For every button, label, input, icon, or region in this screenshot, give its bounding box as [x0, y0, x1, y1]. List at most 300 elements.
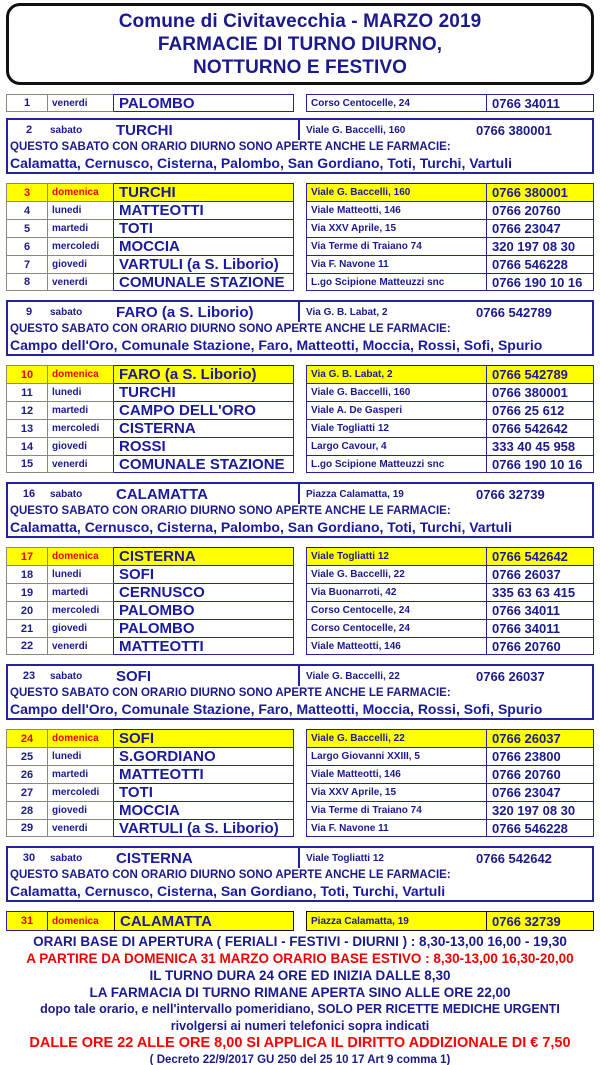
- row-weekday: sabato: [50, 124, 83, 136]
- row-pharmacy-name: [114, 455, 294, 473]
- row-phone-text: 0766 34011: [492, 603, 560, 618]
- saturday-note: QUESTO SABATO CON ORARIO DIURNO SONO APERTE ANCHE LE FARMACIE:: [10, 869, 451, 881]
- row-pharmacy-name-text: PALOMBO: [119, 602, 195, 619]
- row-weekday-text: martedi: [52, 587, 89, 598]
- row-phone: [486, 383, 594, 401]
- row-day-number: [6, 365, 48, 383]
- saturday-block: [6, 846, 594, 902]
- row-day-number-text: 22: [20, 640, 34, 652]
- row-address: Piazza Calamatta, 19: [306, 488, 404, 500]
- final-day-row: [6, 911, 594, 931]
- column-gap: [294, 583, 306, 601]
- saturday-open-pharmacies-list: Calamatta, Cernusco, Cisterna, Palombo, San Gordiano, Toti, Turchi, Vartuli: [10, 519, 513, 535]
- table-row: [6, 783, 594, 801]
- row-pharmacy-name: [114, 637, 294, 655]
- row-pharmacy-name-text: FARO (a S. Liborio): [119, 366, 257, 383]
- saturday-header-row: [8, 302, 592, 322]
- saturday-note: QUESTO SABATO CON ORARIO DIURNO SONO APERTE ANCHE LE FARMACIE:: [10, 323, 451, 335]
- row-day-number: [6, 273, 48, 291]
- row-address: [306, 801, 486, 819]
- row-phone: [486, 201, 594, 219]
- block-spacer: [0, 356, 600, 365]
- row-address-text: Corso Centocelle, 24: [311, 623, 410, 634]
- row-weekday: [48, 183, 114, 201]
- column-gap: [294, 201, 306, 219]
- row-day-number: [6, 94, 48, 112]
- row-day-number-text: 29: [20, 822, 34, 834]
- row-weekday-text: mercoledi: [52, 423, 100, 434]
- row-pharmacy-name: FARO (a S. Liborio): [116, 303, 254, 321]
- row-phone: [486, 255, 594, 273]
- saturday-open-pharmacies-list: Campo dell'Oro, Comunale Stazione, Faro, Matteotti, Moccia, Rossi, Sofi, Spurio: [10, 701, 543, 717]
- row-phone-text: 0766 34011: [492, 621, 560, 636]
- row-address: [306, 219, 486, 237]
- row-address: Via G. B. Labat, 2: [306, 306, 388, 318]
- row-pharmacy-name-text: MOCCIA: [119, 238, 180, 255]
- column-gap: [294, 747, 306, 765]
- row-address-text: Viale Matteotti, 146: [311, 769, 401, 780]
- table-row: [6, 801, 594, 819]
- row-phone-text: 0766 26037: [492, 567, 561, 582]
- row-pharmacy-name: [114, 219, 294, 237]
- block-spacer: [0, 655, 600, 664]
- column-gap: [294, 237, 306, 255]
- row-weekday: [48, 547, 114, 565]
- row-weekday: [48, 94, 114, 112]
- row-weekday: [48, 219, 114, 237]
- row-day-number: 30: [22, 852, 36, 864]
- row-weekday: [48, 801, 114, 819]
- row-pharmacy-name-text: CISTERNA: [119, 548, 196, 565]
- row-weekday-text: giovedi: [52, 441, 88, 452]
- row-phone-text: 0766 542642: [492, 421, 568, 436]
- saturday-block: [6, 482, 594, 538]
- row-phone: [486, 747, 594, 765]
- row-weekday-text: mercoledi: [52, 241, 100, 252]
- row-address-text: Via Buonarroti, 42: [311, 587, 397, 598]
- column-gap: [294, 437, 306, 455]
- row-phone: [486, 455, 594, 473]
- row-day-number-text: 8: [23, 276, 31, 288]
- row-phone: [486, 183, 594, 201]
- table-row: [6, 437, 594, 455]
- row-day-number: 9: [25, 306, 33, 318]
- row-day-number-text: 5: [23, 222, 31, 235]
- row-weekday-text: domenica: [52, 187, 99, 198]
- row-pharmacy-name: TURCHI: [116, 121, 173, 139]
- row-phone: 0766 32739: [476, 486, 545, 502]
- table-row: [6, 401, 594, 419]
- row-address: [306, 183, 486, 201]
- row-phone: [486, 783, 594, 801]
- row-phone: [486, 801, 594, 819]
- row-day-number-text: 20: [20, 604, 34, 617]
- column-gap: [294, 455, 306, 473]
- column-gap: [294, 383, 306, 401]
- row-address-text: Viale Matteotti, 146: [311, 640, 401, 652]
- row-address-text: Viale G. Baccelli, 160: [311, 387, 411, 398]
- footer-line-2: A PARTIRE DA DOMENICA 31 MARZO ORARIO BASE ESTIVO : 8,30-13,00 16,30-20,00: [26, 951, 574, 966]
- block-spacer: [0, 174, 600, 183]
- row-address: [306, 637, 486, 655]
- table-row: [6, 94, 594, 112]
- row-day-number: [6, 747, 48, 765]
- saturday-block: [6, 300, 594, 356]
- row-pharmacy-name: [114, 94, 294, 112]
- row-pharmacy-name: [114, 419, 294, 437]
- row-phone: [486, 401, 594, 419]
- row-pharmacy-name: [114, 255, 294, 273]
- row-pharmacy-name-text: MATTEOTTI: [119, 637, 204, 655]
- row-phone-text: 0766 20760: [492, 638, 561, 654]
- row-phone: [486, 765, 594, 783]
- column-gap: [294, 547, 306, 565]
- row-pharmacy-name-text: S.GORDIANO: [119, 748, 216, 765]
- row-pharmacy-name: [114, 565, 294, 583]
- row-pharmacy-name-text: CAMPO DELL'ORO: [119, 402, 256, 419]
- row-day-number-text: 13: [20, 422, 34, 435]
- row-pharmacy-name-text: PALOMBO: [119, 620, 195, 637]
- row-day-number-text: 27: [20, 786, 34, 799]
- row-pharmacy-name-text: ROSSI: [119, 438, 166, 455]
- row-address: [306, 401, 486, 419]
- row-day-number-text: 25: [20, 750, 34, 763]
- row-weekday: [48, 437, 114, 455]
- footer-notes: [0, 931, 600, 1065]
- row-address: [306, 783, 486, 801]
- row-pharmacy-name-text: TOTI: [119, 784, 153, 801]
- row-address: [306, 583, 486, 601]
- row-pharmacy-name-text: TOTI: [119, 220, 153, 237]
- row-weekday: [48, 419, 114, 437]
- row-phone-text: 0766 546228: [492, 820, 568, 836]
- column-gap: [294, 565, 306, 583]
- row-phone: [486, 565, 594, 583]
- row-weekday: [48, 619, 114, 637]
- row-day-number-text: 3: [23, 186, 31, 199]
- row-day-number: [6, 601, 48, 619]
- saturday-open-pharmacies-list: Calamatta, Cernusco, Cisterna, Palombo, San Gordiano, Toti, Turchi, Vartuli: [10, 155, 513, 171]
- table-row: [6, 237, 594, 255]
- row-day-number-text: 4: [23, 204, 31, 217]
- row-phone: [486, 583, 594, 601]
- table-row: [6, 183, 594, 201]
- row-address-text: Viale G. Baccelli, 22: [311, 733, 405, 744]
- row-weekday-text: venerdi: [52, 458, 88, 470]
- row-address-text: Largo Cavour, 4: [311, 441, 387, 452]
- row-phone-text: 0766 23047: [492, 785, 561, 800]
- table-row: [6, 419, 594, 437]
- row-phone: [486, 911, 594, 931]
- column-gap: [294, 619, 306, 637]
- row-day-number: 23: [22, 670, 36, 682]
- row-pharmacy-name: [114, 747, 294, 765]
- page-title-line-3: NOTTURNO E FESTIVO: [193, 56, 407, 78]
- row-weekday: [48, 583, 114, 601]
- row-address: [306, 455, 486, 473]
- row-weekday: [48, 201, 114, 219]
- row-phone-text: 0766 380001: [492, 185, 568, 200]
- table-row: [6, 747, 594, 765]
- row-pharmacy-name-text: CERNUSCO: [119, 584, 205, 601]
- row-address-text: Viale Matteotti, 146: [311, 205, 401, 216]
- row-phone-text: 0766 20760: [492, 203, 561, 218]
- row-phone-text: 0766 25 612: [492, 403, 565, 418]
- row-weekday-text: domenica: [52, 369, 99, 380]
- row-address-text: Via G. B. Labat, 2: [311, 369, 393, 380]
- row-day-number-text: 1: [23, 97, 31, 109]
- saturday-note: QUESTO SABATO CON ORARIO DIURNO SONO APERTE ANCHE LE FARMACIE:: [10, 505, 451, 517]
- row-weekday: [48, 819, 114, 837]
- row-address: [306, 237, 486, 255]
- row-day-number: [6, 219, 48, 237]
- block-spacer: [0, 837, 600, 846]
- block-spacer: [0, 473, 600, 482]
- row-pharmacy-name: [114, 201, 294, 219]
- row-address: [306, 819, 486, 837]
- title-table-spacer: [0, 85, 600, 94]
- row-pharmacy-name: SOFI: [116, 667, 152, 685]
- row-pharmacy-name-text: MATTEOTTI: [119, 202, 204, 219]
- row-day-number: [6, 183, 48, 201]
- column-gap: [294, 765, 306, 783]
- row-phone: [486, 419, 594, 437]
- row-pharmacy-name: CISTERNA: [116, 849, 193, 867]
- row-address: [306, 273, 486, 291]
- row-address-text: L.go Scipione Matteuzzi snc: [311, 276, 445, 288]
- row-phone-text: 0766 542789: [492, 367, 568, 382]
- table-row: [6, 619, 594, 637]
- footer-line-1: ORARI BASE DI APERTURA ( FERIALI - FESTIVI - DIURNI ) : 8,30-13,00 16,00 - 19,30: [33, 934, 567, 949]
- row-day-number: [6, 637, 48, 655]
- row-phone-text: 0766 190 10 16: [492, 274, 583, 290]
- row-address: Viale G. Baccelli, 160: [306, 124, 406, 136]
- block-spacer: [0, 538, 600, 547]
- row-weekday-text: mercoledi: [52, 605, 100, 616]
- row-pharmacy-name: [114, 765, 294, 783]
- row-weekday: [48, 273, 114, 291]
- row-day-number: [6, 583, 48, 601]
- row-weekday-text: giovedi: [52, 623, 88, 634]
- table-row: [6, 765, 594, 783]
- row-phone: 0766 542789: [476, 304, 552, 320]
- row-weekday: [48, 401, 114, 419]
- column-gap: [294, 365, 306, 383]
- row-day-number: 2: [25, 124, 33, 136]
- row-pharmacy-name-text: CISTERNA: [119, 420, 196, 437]
- saturday-header-row: [8, 848, 592, 868]
- saturday-header-row: [8, 484, 592, 504]
- row-phone-text: 0766 20760: [492, 767, 561, 782]
- column-gap: [294, 783, 306, 801]
- row-day-number: [6, 819, 48, 837]
- row-day-number: [6, 455, 48, 473]
- row-weekday-text: lunedi: [52, 569, 82, 580]
- row-weekday: [48, 765, 114, 783]
- row-weekday: [48, 783, 114, 801]
- row-day-number: [6, 729, 48, 747]
- row-address-text: Via F. Navone 11: [311, 259, 389, 270]
- row-weekday-text: venerdi: [52, 822, 88, 834]
- column-gap: [294, 637, 306, 655]
- column-gap: [294, 911, 306, 931]
- row-day-number-text: 28: [20, 804, 34, 817]
- row-phone: [486, 237, 594, 255]
- single-day-block: [6, 94, 594, 112]
- row-pharmacy-name: [114, 237, 294, 255]
- row-phone: [486, 819, 594, 837]
- row-weekday: [48, 237, 114, 255]
- row-phone: [486, 94, 594, 112]
- row-weekday-text: martedi: [52, 769, 89, 780]
- table-row: [6, 201, 594, 219]
- row-address-text: Viale Togliatti 12: [311, 551, 389, 562]
- row-day-number-text: 11: [21, 386, 33, 399]
- row-pharmacy-name: [114, 911, 294, 931]
- row-day-number-text: 12: [20, 404, 34, 417]
- row-address: [306, 619, 486, 637]
- row-phone-text: 0766 32739: [492, 913, 561, 929]
- row-day-number-text: 6: [23, 240, 31, 253]
- row-pharmacy-name-text: COMUNALE STAZIONE: [119, 273, 285, 291]
- row-address-text: Viale A. De Gasperi: [311, 405, 403, 416]
- row-address: [306, 547, 486, 565]
- row-phone: [486, 365, 594, 383]
- row-pharmacy-name: [114, 547, 294, 565]
- row-pharmacy-name-text: SOFI: [119, 730, 155, 747]
- table-row: [6, 583, 594, 601]
- row-phone: [486, 219, 594, 237]
- saturday-header-row: [8, 120, 592, 140]
- row-phone: [486, 729, 594, 747]
- column-gap: [294, 819, 306, 837]
- row-weekday-text: venerdi: [52, 276, 88, 288]
- saturday-open-pharmacies-list: Campo dell'Oro, Comunale Stazione, Faro, Matteotti, Moccia, Rossi, Sofi, Spurio: [10, 337, 543, 353]
- page-title-line-2: FARMACIE DI TURNO DIURNO,: [157, 33, 443, 55]
- row-address: [306, 565, 486, 583]
- row-phone: [486, 437, 594, 455]
- table-row: [6, 219, 594, 237]
- saturday-header-row: [8, 666, 592, 686]
- footer-line-4: LA FARMACIA DI TURNO RIMANE APERTA SINO ALLE ORE 22,00: [89, 985, 511, 1000]
- row-address: [306, 365, 486, 383]
- row-weekday-text: venerdi: [52, 640, 88, 652]
- row-day-number: [6, 801, 48, 819]
- row-address-text: Piazza Calamatta, 19: [311, 915, 409, 927]
- table-row: [6, 273, 594, 291]
- row-phone: 0766 542642: [476, 850, 552, 866]
- table-row: [6, 547, 594, 565]
- row-weekday-text: lunedi: [52, 205, 82, 216]
- column-gap: [294, 183, 306, 201]
- row-address: Viale G. Baccelli, 22: [306, 670, 400, 682]
- row-phone-text: 0766 23047: [492, 221, 561, 236]
- row-weekday-text: martedi: [52, 405, 89, 416]
- row-phone: [486, 273, 594, 291]
- column-gap: [294, 401, 306, 419]
- saturday-open-pharmacies-list: Calamatta, Cernusco, Cisterna, San Gordiano, Toti, Turchi, Vartuli: [10, 883, 446, 899]
- row-address: [306, 765, 486, 783]
- row-address: Viale Togliatti 12: [306, 852, 384, 864]
- row-address-text: Largo Giovanni XXIII, 5: [311, 751, 420, 762]
- row-day-number: [6, 765, 48, 783]
- row-address: [306, 255, 486, 273]
- row-weekday: [48, 255, 114, 273]
- row-weekday: [48, 729, 114, 747]
- row-pharmacy-name: [114, 729, 294, 747]
- row-phone-text: 0766 26037: [492, 731, 561, 746]
- row-weekday-text: martedi: [52, 223, 89, 234]
- row-pharmacy-name-text: TURCHI: [119, 184, 176, 201]
- row-day-number-text: 26: [20, 768, 34, 781]
- row-phone-text: 0766 190 10 16: [492, 456, 583, 472]
- row-address: [306, 747, 486, 765]
- row-day-number-text: 17: [20, 550, 34, 563]
- row-pharmacy-name-text: CALAMATTA: [120, 912, 212, 930]
- row-day-number-text: 10: [20, 368, 34, 381]
- row-day-number: [6, 237, 48, 255]
- table-row: [6, 819, 594, 837]
- row-pharmacy-name-text: TURCHI: [119, 384, 176, 401]
- row-weekday: [48, 601, 114, 619]
- row-weekday-text: domenica: [52, 733, 99, 744]
- row-address-text: Via Terme di Traiano 74: [311, 241, 422, 252]
- row-weekday-text: giovedi: [52, 259, 88, 270]
- block-spacer: [0, 720, 600, 729]
- row-weekday-text: domenica: [52, 915, 99, 927]
- row-weekday: [48, 911, 114, 931]
- row-day-number: [6, 547, 48, 565]
- row-pharmacy-name: [114, 801, 294, 819]
- row-phone-text: 0766 546228: [492, 257, 568, 272]
- row-day-number: [6, 419, 48, 437]
- row-day-number: [6, 619, 48, 637]
- row-address-text: L.go Scipione Matteuzzi snc: [311, 458, 445, 470]
- column-gap: [294, 729, 306, 747]
- row-address: [306, 437, 486, 455]
- block-spacer: [0, 291, 600, 300]
- row-day-number-text: 24: [20, 732, 34, 745]
- row-weekday-text: giovedi: [52, 805, 88, 816]
- row-day-number-text: 21: [20, 622, 34, 635]
- row-phone-text: 320 197 08 30: [492, 239, 576, 254]
- row-address-text: Viale G. Baccelli, 160: [311, 187, 411, 198]
- column-gap: [294, 801, 306, 819]
- row-weekday-text: venerdi: [52, 97, 88, 109]
- footer-line-5: dopo tale orario, e nell'intervallo pomeridiano, SOLO PER RICETTE MEDICHE URGENTI: [40, 1002, 560, 1016]
- row-pharmacy-name-text: VARTULI (a S. Liborio): [119, 819, 279, 837]
- row-pharmacy-name: [114, 619, 294, 637]
- row-phone-text: 0766 23800: [492, 749, 561, 764]
- row-weekday-text: lunedi: [52, 387, 82, 398]
- table-row: [6, 255, 594, 273]
- row-pharmacy-name: [114, 383, 294, 401]
- saturday-block: [6, 664, 594, 720]
- row-day-number: [6, 437, 48, 455]
- row-pharmacy-name: [114, 601, 294, 619]
- row-pharmacy-name: CALAMATTA: [116, 485, 208, 503]
- row-weekday-text: domenica: [52, 551, 99, 562]
- footer-line-7: DALLE ORE 22 ALLE ORE 8,00 SI APPLICA IL DIRITTO ADDIZIONALE DI € 7,50: [29, 1035, 571, 1051]
- row-pharmacy-name: [114, 401, 294, 419]
- row-weekday: [48, 455, 114, 473]
- row-weekday: [48, 365, 114, 383]
- row-weekday-text: mercoledi: [52, 787, 100, 798]
- row-pharmacy-name-text: COMUNALE STAZIONE: [119, 455, 285, 473]
- table-row: [6, 729, 594, 747]
- row-address: [306, 383, 486, 401]
- row-weekday: [48, 747, 114, 765]
